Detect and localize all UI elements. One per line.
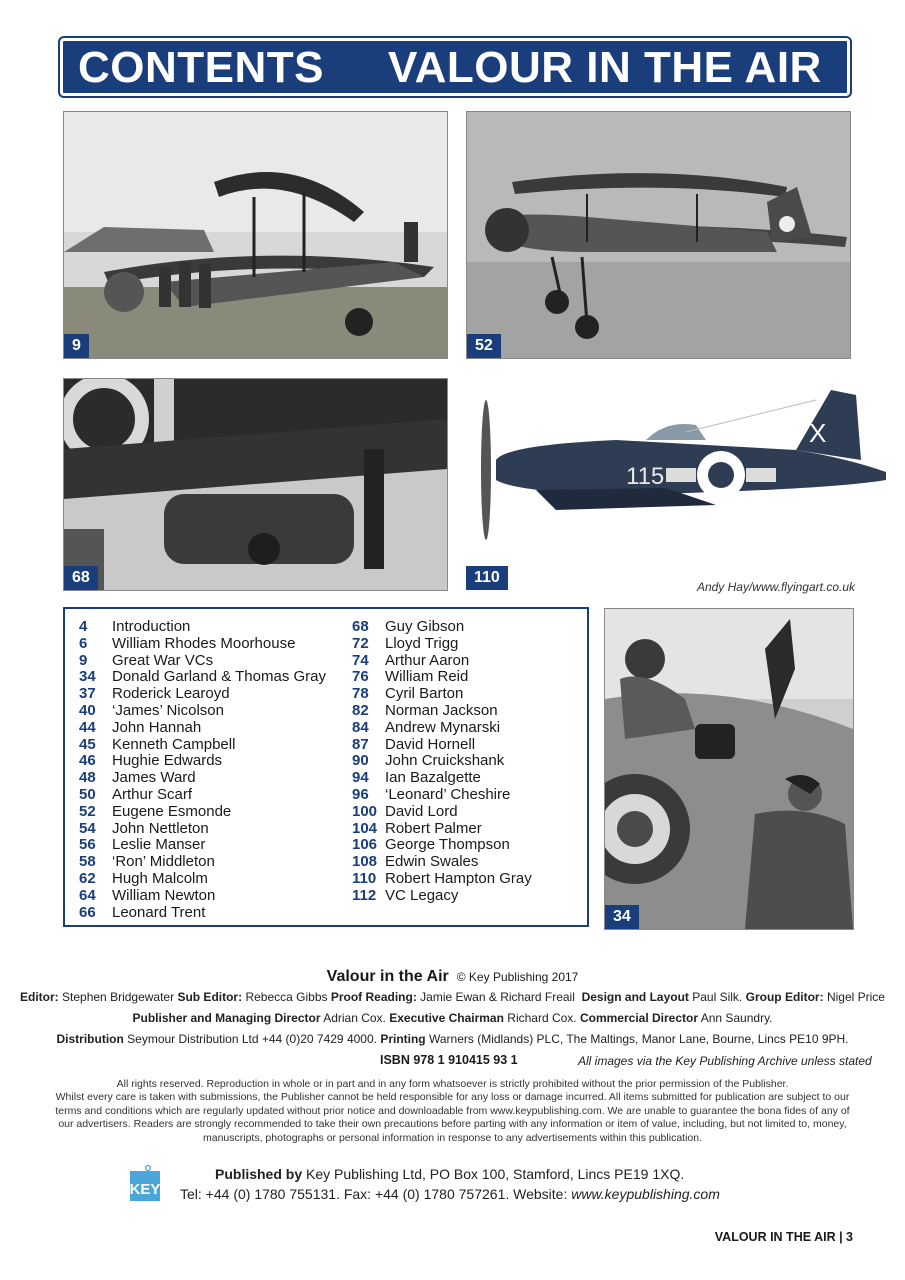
- credit-role: Printing: [380, 1032, 426, 1046]
- contents-entry-name: Leslie Manser: [112, 836, 206, 854]
- contents-page-number: 78: [352, 685, 369, 703]
- contents-page-number: 84: [352, 718, 369, 736]
- contents-page-number: 9: [79, 651, 88, 669]
- contents-entry-name: Guy Gibson: [385, 618, 465, 635]
- contents-entry: [352, 653, 532, 670]
- magazine-title-line: [0, 968, 905, 986]
- credit-role: Executive Chairman: [389, 1011, 504, 1025]
- contents-entry-name: ‘James’ Nicolson: [112, 701, 224, 719]
- photo-label-badge: 68: [64, 566, 98, 590]
- contents-page-number: 90: [352, 752, 369, 770]
- contents-entry: [352, 720, 532, 737]
- contents-page-number: 58: [79, 853, 96, 871]
- contents-page-number: 6: [79, 634, 88, 652]
- rights-line: manuscripts, photographs or personal information in response to any advertisements within this publication.: [202, 1131, 703, 1144]
- website-link[interactable]: www.keypublishing.com: [571, 1186, 720, 1202]
- contents-entry: [352, 854, 532, 871]
- published-by-address: Key Publishing Ltd, PO Box 100, Stamford, Lincs PE19 1XQ.: [302, 1166, 685, 1182]
- contents-column-right: [352, 619, 532, 905]
- contents-page-number: 108: [352, 853, 378, 871]
- contents-page-number: 87: [352, 735, 369, 753]
- contents-entry-name: Eugene Esmonde: [112, 802, 232, 820]
- rights-line: Whilst every care is taken with submissions, the Publisher cannot be held responsible for any loss or damage incurred. All items submitted for publication are subject to our: [55, 1091, 850, 1104]
- corsair-number: 115: [626, 463, 665, 490]
- contents-entry: [352, 787, 532, 804]
- credit-value: Stephen Bridgewater: [58, 990, 178, 1004]
- contents-page-number: 37: [79, 685, 96, 703]
- rights-line: All rights reserved. Reproduction in whole or in part and in any form whatsoever is strictly prohibited without the prior permission of the Publisher.: [116, 1078, 789, 1090]
- contents-entry-name: Donald Garland & Thomas Gray: [112, 668, 326, 686]
- contents-page-number: 34: [79, 668, 96, 686]
- contents-page-number: 76: [352, 668, 369, 686]
- contents-page-number: 112: [352, 886, 377, 904]
- contents-page-number: 82: [352, 701, 369, 719]
- contents-entry: [79, 669, 326, 686]
- contents-entry: [352, 686, 532, 703]
- header-banner: [60, 38, 850, 96]
- contents-entry-name: James Ward: [112, 769, 196, 787]
- contents-entry-name: Hughie Edwards: [112, 752, 223, 770]
- contents-entry-name: Leonard Trent: [112, 903, 206, 921]
- contents-page-number: 110: [352, 869, 377, 887]
- credit-value: Paul Silk.: [688, 990, 746, 1004]
- page-footer: VALOUR IN THE AIR | 3: [714, 1230, 853, 1244]
- credit-role: Sub Editor:: [177, 990, 243, 1004]
- contents-entry-name: Introduction: [112, 618, 191, 635]
- credit-role: Design and Layout: [581, 990, 689, 1004]
- contents-entry-name: Robert Palmer: [385, 819, 482, 837]
- contents-entry-name: David Lord: [385, 802, 458, 820]
- contents-page-number: 54: [79, 819, 96, 837]
- contents-page-number: 94: [352, 769, 369, 787]
- contents-entry-name: John Nettleton: [112, 819, 209, 837]
- credit-role: Editor:: [20, 990, 59, 1004]
- contents-entry-name: VC Legacy: [385, 886, 459, 904]
- contact-phone: Tel: +44 (0) 1780 755131. Fax: +44 (0) 1780 757261. Website:: [180, 1186, 572, 1202]
- rights-line: terms and conditions which are regularly updated without prior notice and downloadable from www.keypublishing.com. We are unable to guarantee the bona fides of any of: [55, 1104, 850, 1117]
- contents-column-left: [79, 619, 326, 921]
- contents-entry-name: Cyril Barton: [385, 685, 464, 703]
- credit-role: Publisher and Managing Director: [132, 1011, 321, 1025]
- contents-entry: [79, 905, 326, 922]
- contents-entry: [352, 871, 532, 888]
- published-by-label: Published by: [215, 1166, 303, 1182]
- contents-entry: [352, 837, 532, 854]
- corsair-tail-letter: X: [809, 418, 827, 448]
- contents-entry: [79, 787, 326, 804]
- contents-page-number: 100: [352, 802, 378, 820]
- contents-entry-name: Robert Hampton Gray: [385, 869, 532, 887]
- logo-text: KEY: [129, 1181, 161, 1198]
- contents-page-number: 44: [79, 718, 96, 736]
- rights-line: our advertisers. Readers are strongly recommended to take their own precautions before parting with any information or item of value, including, but not limited to, money,: [58, 1118, 847, 1131]
- photo-wwi-biplane: [63, 111, 448, 359]
- contents-entry: [79, 737, 326, 754]
- isbn: ISBN 978 1 910415 93 1: [380, 1053, 518, 1067]
- contents-entry-name: Kenneth Campbell: [112, 735, 236, 753]
- photo-swordfish: [466, 111, 851, 359]
- header-title: VALOUR IN THE AIR: [388, 43, 822, 92]
- contents-entry-name: ‘Leonard’ Cheshire: [385, 785, 511, 803]
- archive-note: All images via the Key Publishing Archive unless stated: [578, 1054, 872, 1068]
- contents-page-number: 72: [352, 634, 369, 652]
- contents-list-box: [63, 607, 589, 927]
- header-contents: CONTENTS: [78, 43, 324, 92]
- contents-entry: [352, 821, 532, 838]
- photo-label-badge: 34: [605, 905, 639, 929]
- illustration-corsair: [466, 380, 896, 590]
- contents-page-number: 106: [352, 836, 378, 854]
- contents-entry-name: George Thompson: [385, 836, 510, 854]
- credit-value: Adrian Cox.: [320, 1011, 390, 1025]
- contents-page-number: 66: [79, 903, 96, 921]
- contents-entry: [79, 837, 326, 854]
- contents-page-number: 104: [352, 819, 378, 837]
- rights-notice: [40, 1078, 865, 1145]
- contents-entry-name: John Hannah: [112, 718, 202, 736]
- contents-page-number: 74: [352, 651, 369, 669]
- key-publishing-logo: [128, 1163, 168, 1203]
- contents-page-number: 46: [79, 752, 96, 770]
- contents-page-number: 40: [79, 701, 96, 719]
- credit-value: Ann Saundry.: [698, 1011, 773, 1025]
- contents-entry: [352, 669, 532, 686]
- contents-entry-name: William Reid: [385, 668, 469, 686]
- contents-entry: [79, 720, 326, 737]
- credit-role: Distribution: [56, 1032, 124, 1046]
- contents-entry-name: Arthur Scarf: [112, 785, 193, 803]
- contents-entry: [352, 619, 532, 636]
- contents-page-number: 68: [352, 618, 369, 635]
- contents-page-number: 50: [79, 785, 96, 803]
- credit-role: Commercial Director: [579, 1011, 699, 1025]
- credit-value: Rebecca Gibbs: [242, 990, 331, 1004]
- contents-entry-name: Arthur Aaron: [385, 651, 470, 669]
- contents-entry: [352, 737, 532, 754]
- contents-entry: [79, 703, 326, 720]
- credit-value: Warners (Midlands) PLC, The Maltings, Manor Lane, Bourne, Lincs PE10 9PH.: [425, 1032, 849, 1046]
- credit-role: Group Editor:: [745, 990, 824, 1004]
- contents-entry-name: William Newton: [112, 886, 216, 904]
- contents-entry: [79, 804, 326, 821]
- contents-entry: [79, 753, 326, 770]
- contents-entry: [352, 636, 532, 653]
- contents-page-number: 64: [79, 886, 96, 904]
- contents-page-number: 48: [79, 769, 96, 787]
- contents-entry-name: John Cruickshank: [385, 752, 505, 770]
- contents-entry: [79, 871, 326, 888]
- credit-value: Jamie Ewan & Richard Freail: [416, 990, 582, 1004]
- magazine-title: Valour in the Air: [326, 968, 449, 985]
- credits-line-1: [0, 989, 905, 1005]
- contents-entry: [79, 888, 326, 905]
- contents-page-number: 96: [352, 785, 369, 803]
- contents-entry: [352, 804, 532, 821]
- credit-value: Seymour Distribution Ltd +44 (0)20 7429 4000.: [123, 1032, 381, 1046]
- photo-label-badge: 110: [466, 566, 508, 590]
- contents-entry: [352, 703, 532, 720]
- contents-page-number: 56: [79, 836, 96, 854]
- copyright: © Key Publishing 2017: [456, 970, 579, 984]
- contents-entry: [79, 854, 326, 871]
- contact-line: [180, 1186, 720, 1202]
- credit-value: Nigel Price: [823, 990, 885, 1004]
- contents-entry-name: Lloyd Trigg: [385, 634, 459, 652]
- contents-entry: [79, 636, 326, 653]
- contents-entry-name: Norman Jackson: [385, 701, 498, 719]
- contents-entry: [352, 770, 532, 787]
- photo-label-badge: 9: [64, 334, 89, 358]
- photo-bomber-underside: [63, 378, 448, 591]
- contents-entry-name: Great War VCs: [112, 651, 214, 669]
- published-by-line: [215, 1166, 684, 1182]
- contents-page-number: 45: [79, 735, 96, 753]
- contents-entry-name: Roderick Learoyd: [112, 685, 230, 703]
- contents-entry: [79, 653, 326, 670]
- contents-page-number: 62: [79, 869, 96, 887]
- contents-entry-name: ‘Ron’ Middleton: [112, 853, 215, 871]
- contents-entry: [352, 753, 532, 770]
- credit-role: Proof Reading:: [330, 990, 417, 1004]
- credits-line-2: [0, 1010, 905, 1026]
- contents-entry-name: Andrew Mynarski: [385, 718, 501, 736]
- illustration-credit: Andy Hay/www.flyingart.co.uk: [696, 580, 855, 594]
- contents-entry-name: Edwin Swales: [385, 853, 479, 871]
- contents-entry: [79, 619, 326, 636]
- contents-entry-name: William Rhodes Moorhouse: [112, 634, 296, 652]
- credits-line-3: [0, 1031, 905, 1047]
- contents-entry: [352, 888, 532, 905]
- contents-entry-name: David Hornell: [385, 735, 476, 753]
- contents-entry: [79, 770, 326, 787]
- contents-page-number: 52: [79, 802, 96, 820]
- contents-page-number: 4: [79, 618, 88, 635]
- contents-entry: [79, 686, 326, 703]
- credit-value: Richard Cox.: [503, 1011, 580, 1025]
- contents-entry-name: Ian Bazalgette: [385, 769, 481, 787]
- contents-entry-name: Hugh Malcolm: [112, 869, 208, 887]
- photo-airmen-camera: [604, 608, 854, 930]
- contents-entry: [79, 821, 326, 838]
- photo-label-badge: 52: [467, 334, 501, 358]
